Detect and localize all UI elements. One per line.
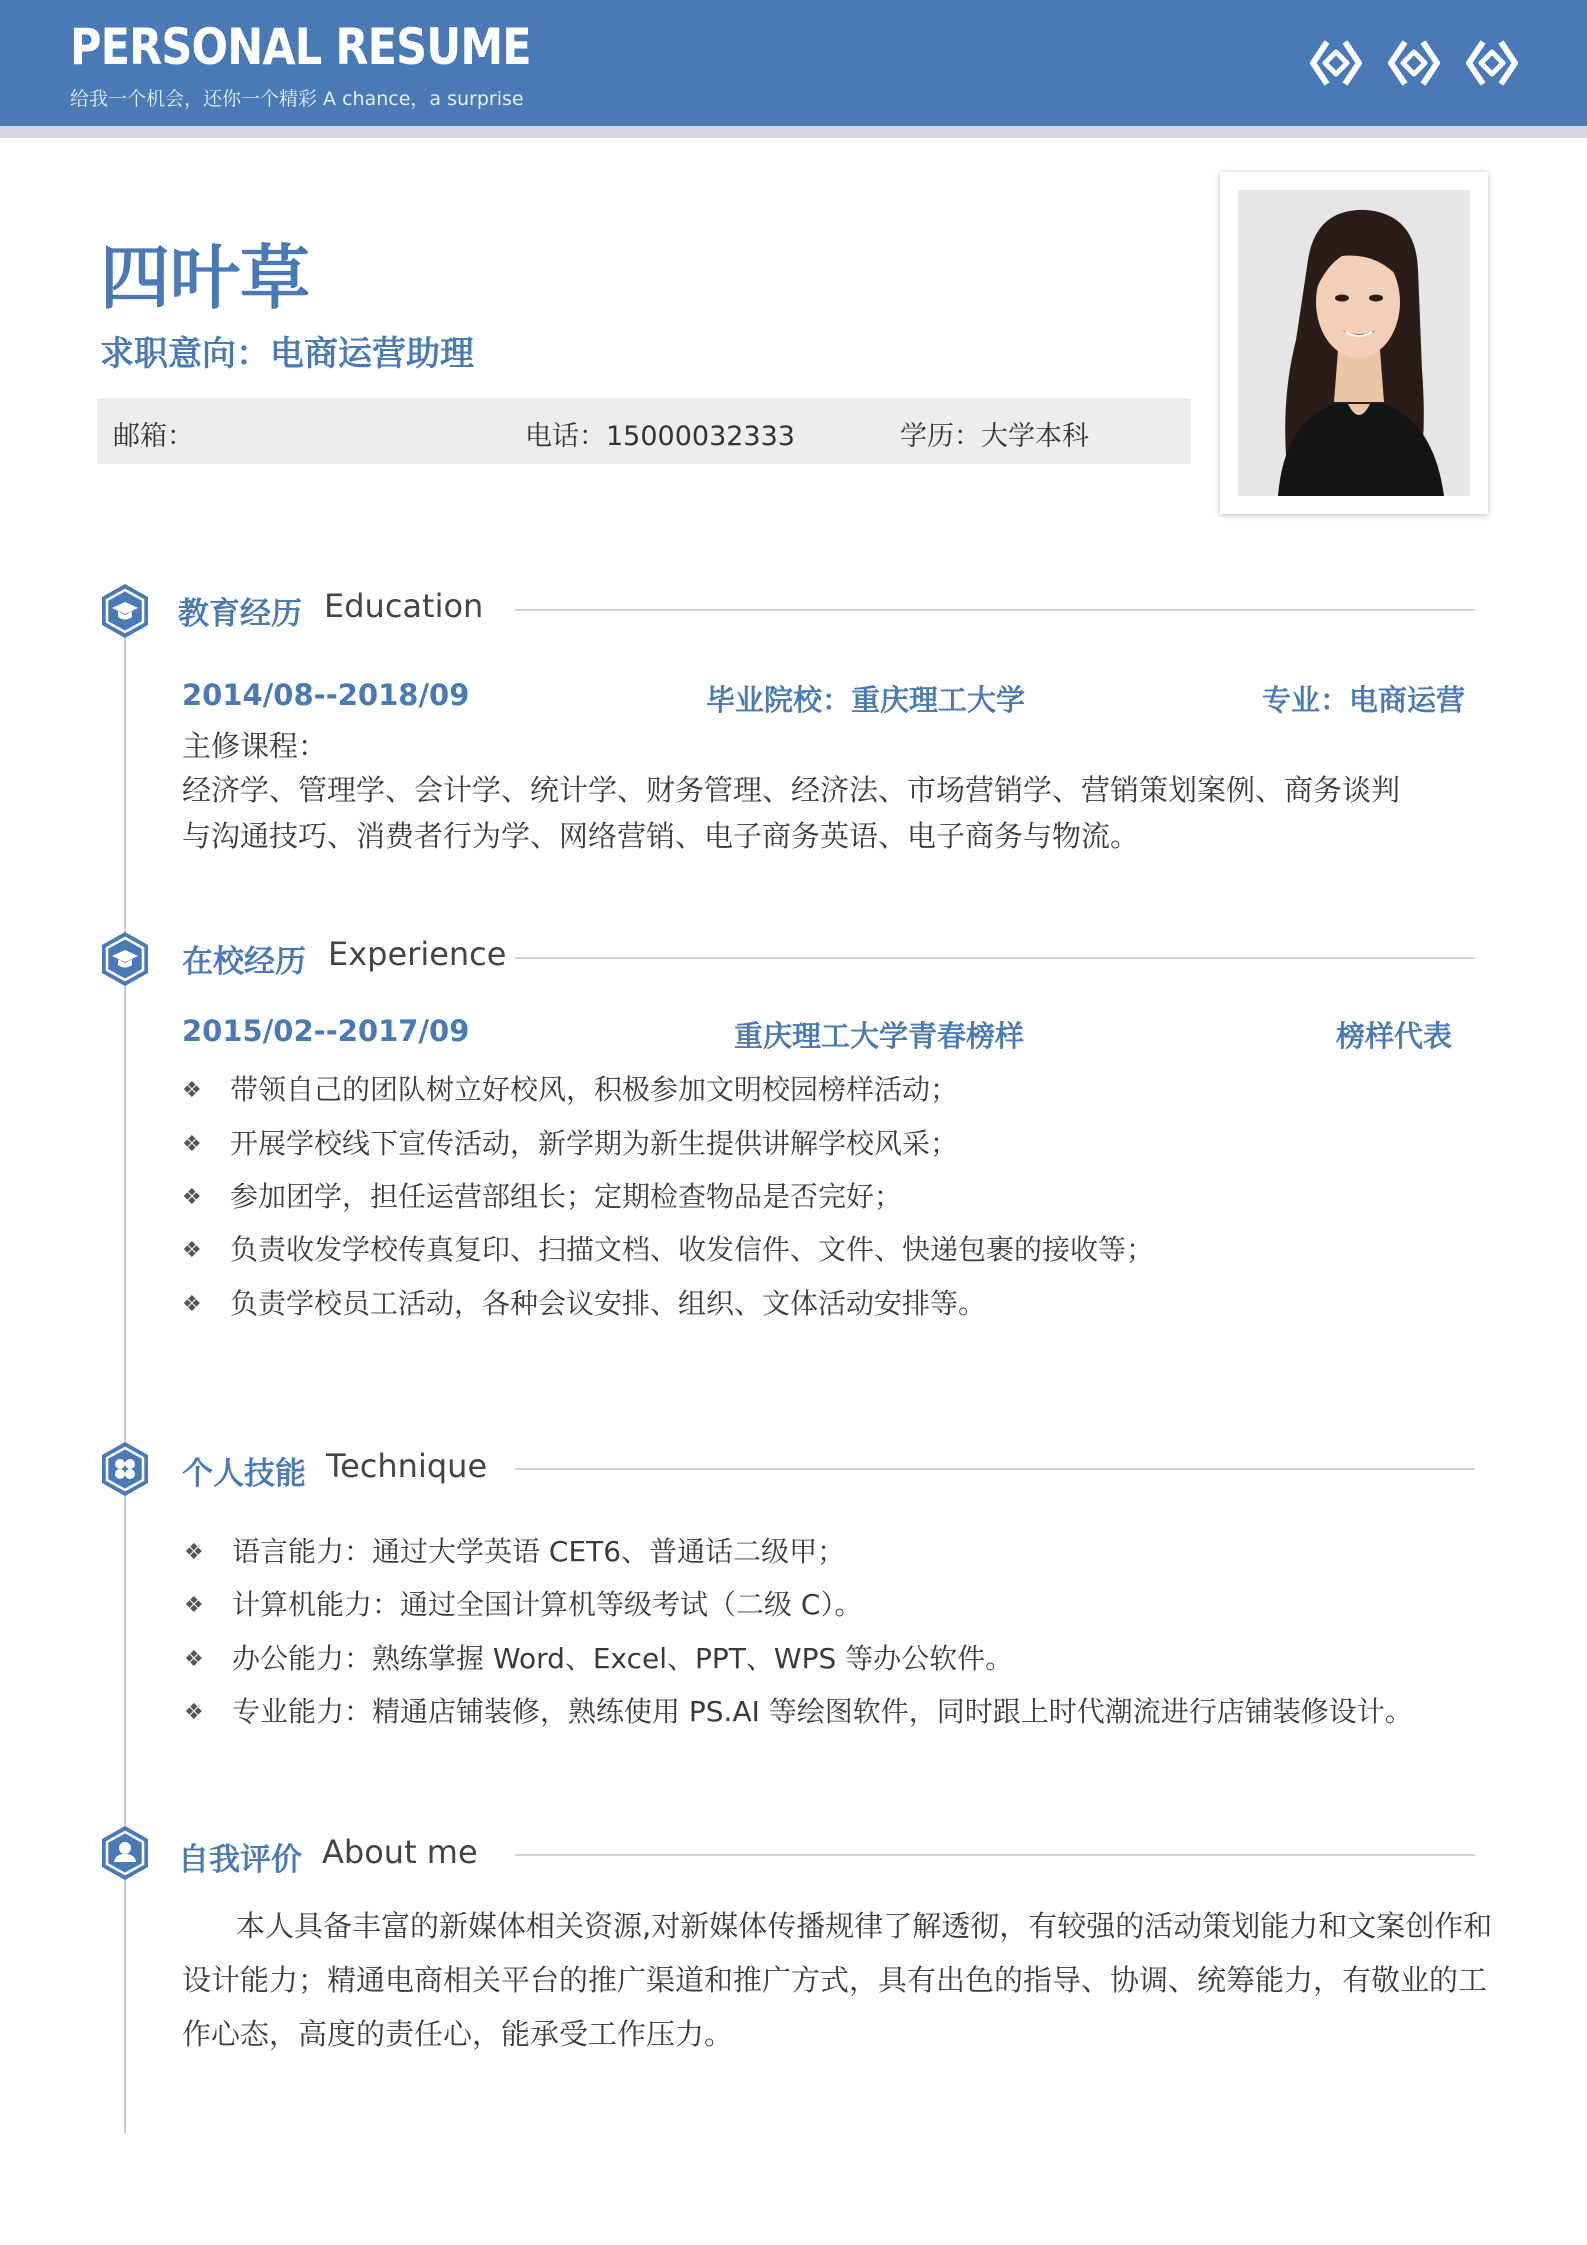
diamond-link-icon	[1461, 32, 1523, 94]
list-item: ❖ 专业能力：精通店铺装修，熟练使用 PS.AI 等绘图软件，同时跟上时代潮流进行店铺装修设计。	[184, 1695, 1413, 1728]
clover-icon	[99, 1440, 151, 1498]
education-major: 专业：电商运营	[1262, 683, 1466, 717]
bullet-icon: ❖	[182, 1185, 202, 1210]
header-divider	[0, 126, 1587, 138]
bullet-icon: ❖	[182, 1238, 202, 1263]
experience-title: 在校经历	[182, 944, 306, 980]
education-school: 毕业院校：重庆理工大学	[706, 683, 1026, 717]
bullet-icon: ❖	[182, 1292, 202, 1317]
about-title-en: About me	[322, 1833, 478, 1871]
education-divider	[515, 609, 1475, 611]
experience-org: 重庆理工大学青春榜样	[734, 1019, 1025, 1053]
list-item: ❖ 办公能力：熟练掌握 Word、Excel、PPT、WPS 等办公软件。	[184, 1642, 1014, 1675]
list-item: ❖ 语言能力：通过大学英语 CET6、普通话二级甲；	[184, 1535, 846, 1568]
bullet-icon: ❖	[182, 1078, 202, 1103]
skills-title: 个人技能	[182, 1456, 306, 1492]
courses-label: 主修课程：	[182, 729, 328, 763]
about-divider	[515, 1854, 1475, 1856]
skills-title-en: Technique	[326, 1447, 488, 1485]
list-item: ❖ 带领自己的团队树立好校风，积极参加文明校园榜样活动；	[182, 1073, 959, 1106]
contact-degree: 学历：大学本科	[900, 421, 1089, 452]
diamond-link-icon	[1305, 32, 1367, 94]
resume-subtitle: 给我一个机会，还你一个精彩 A chance，a surprise	[70, 88, 524, 110]
about-paragraph-line: 设计能力；精通电商相关平台的推广渠道和推广方式，具有出色的指导、协调、统筹能力，有敬业的工	[182, 1963, 1488, 1997]
education-period: 2014/08--2018/09	[182, 678, 470, 712]
contact-email: 邮箱：	[113, 421, 194, 452]
bullet-icon: ❖	[184, 1647, 204, 1672]
courses-line: 与沟通技巧、消费者行为学、网络营销、电子商务英语、电子商务与物流。	[182, 819, 1140, 853]
courses-line: 经济学、管理学、会计学、统计学、财务管理、经济法、市场营销学、营销策划案例、商务谈判	[182, 773, 1401, 807]
job-intent: 求职意向：电商运营助理	[100, 334, 474, 374]
diamond-link-icon	[1383, 32, 1445, 94]
resume-title: PERSONAL RESUME	[70, 18, 531, 76]
profile-photo	[1238, 190, 1470, 496]
list-item: ❖ 计算机能力：通过全国计算机等级考试（二级 C）。	[184, 1588, 863, 1621]
about-paragraph-line: 作心态，高度的责任心，能承受工作压力。	[182, 2017, 734, 2051]
experience-divider	[515, 957, 1475, 959]
contact-bar	[97, 398, 1191, 464]
list-item: ❖ 负责收发学校传真复印、扫描文档、收发信件、文件、快递包裹的接收等；	[182, 1233, 1155, 1266]
list-item: ❖ 参加团学，担任运营部组长；定期检查物品是否完好；	[182, 1180, 903, 1213]
bullet-icon: ❖	[182, 1132, 202, 1157]
experience-role: 榜样代表	[1336, 1019, 1453, 1053]
list-item: ❖ 负责学校员工活动，各种会议安排、组织、文体活动安排等。	[182, 1287, 987, 1320]
about-paragraph-line: 本人具备丰富的新媒体相关资源,对新媒体传播规律了解透彻，有较强的活动策划能力和文案创作和	[236, 1909, 1493, 1943]
header-decoration	[1305, 32, 1523, 94]
experience-period: 2015/02--2017/09	[182, 1014, 470, 1048]
about-title: 自我评价	[178, 1842, 302, 1878]
timeline-line	[124, 612, 126, 2134]
contact-phone: 电话：15000032333	[525, 421, 795, 452]
education-title-en: Education	[324, 587, 484, 625]
header-banner	[0, 0, 1587, 126]
bullet-icon: ❖	[184, 1700, 204, 1725]
graduation-cap-icon	[99, 582, 151, 640]
user-icon	[99, 1824, 151, 1882]
education-title: 教育经历	[178, 596, 302, 632]
skills-divider	[515, 1468, 1475, 1470]
list-item: ❖ 开展学校线下宣传活动，新学期为新生提供讲解学校风采；	[182, 1127, 959, 1160]
profile-photo-frame	[1220, 172, 1488, 514]
bullet-icon: ❖	[184, 1593, 204, 1618]
candidate-name: 四叶草	[100, 237, 310, 319]
experience-title-en: Experience	[328, 935, 507, 973]
bullet-icon: ❖	[184, 1540, 204, 1565]
graduation-cap-icon	[99, 930, 151, 988]
